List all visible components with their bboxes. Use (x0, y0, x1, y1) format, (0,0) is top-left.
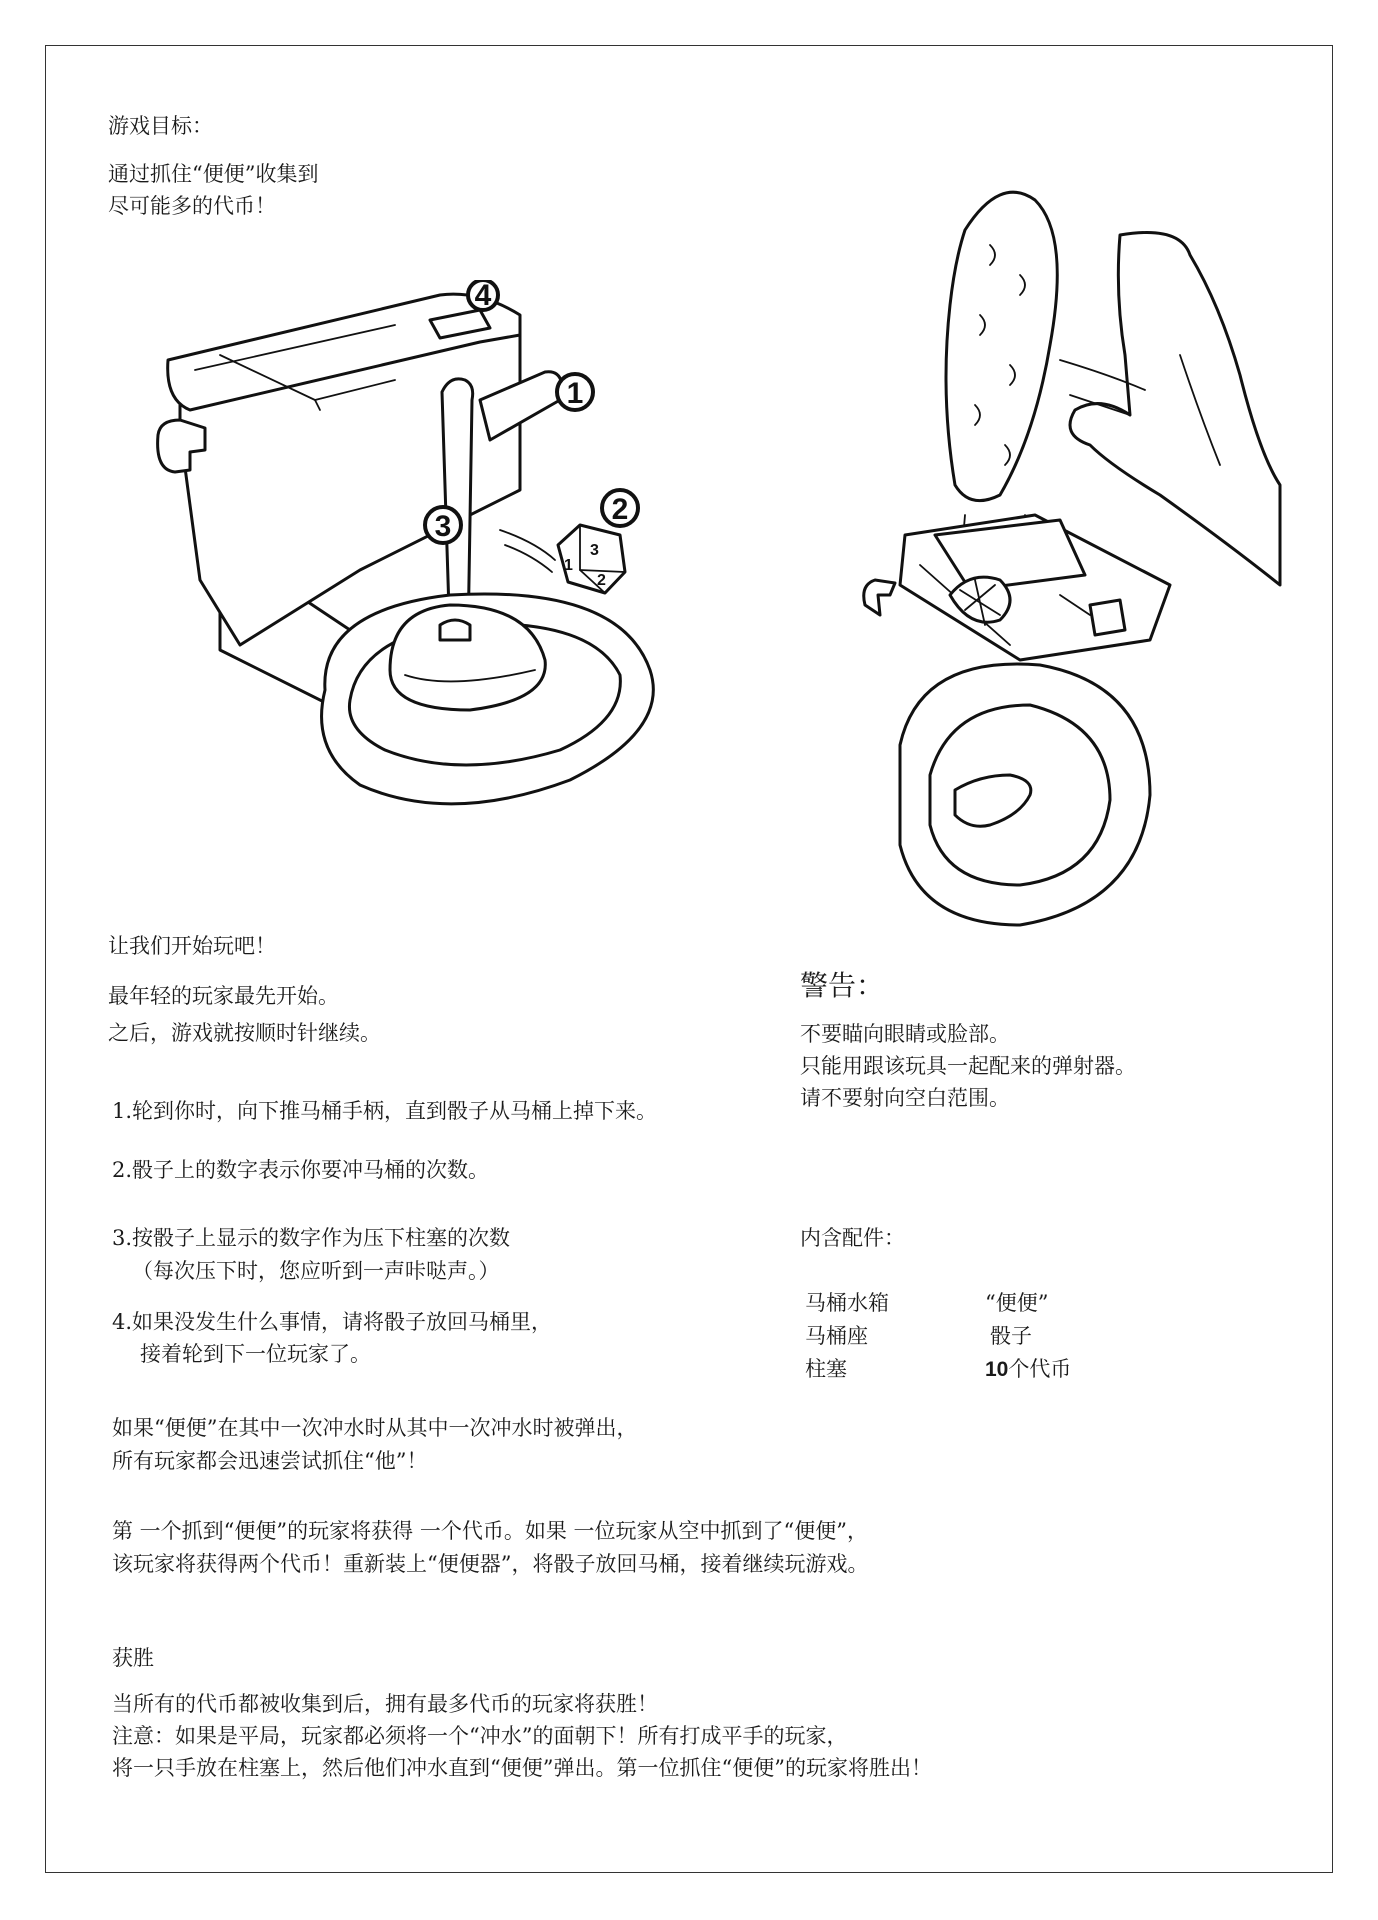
start-line-1: 最年轻的玩家最先开始。 (108, 984, 339, 1008)
warning-line-1: 不要瞄向眼睛或脸部。 (800, 1022, 1010, 1046)
objective-line-1: 通过抓住“便便”收集到 (108, 162, 319, 186)
step-1-number: 1. (112, 1099, 133, 1123)
die-face-right: 2 (597, 572, 606, 589)
win-line-3: 将一只手放在柱塞上，然后他们冲水直到“便便”弹出。第一位抓住“便便”的玩家将胜出！ (112, 1756, 932, 1780)
step-2-number: 2. (112, 1158, 133, 1182)
contents-item-tank: 马桶水箱 (805, 1291, 889, 1315)
callout-1 (557, 374, 593, 410)
callout-3 (425, 507, 461, 543)
step-2-text: 骰子上的数字表示你要冲马桶的次数。 (132, 1158, 490, 1182)
catch-line-1: 第 一个抓到“便便”的玩家将获得 一个代币。如果 一位玩家从空中抓到了“便便”， (112, 1519, 868, 1543)
step-4-text: 如果没发生什么事情，请将骰子放回马桶里， (132, 1310, 553, 1334)
objective-line-2: 尽可能多的代币！ (108, 194, 276, 218)
callout-2 (602, 490, 638, 526)
step-4 (112, 1306, 552, 1338)
objective-heading: 游戏目标： (108, 114, 213, 138)
eject-line-1: 如果“便便”在其中一次冲水时从其中一次冲水时被弹出， (112, 1416, 638, 1440)
win-line-1: 当所有的代币都被收集到后，拥有最多代币的玩家将获胜！ (112, 1692, 658, 1716)
step-2 (112, 1154, 489, 1186)
contents-item-poop: “便便” (985, 1291, 1049, 1315)
callout-4 (468, 280, 498, 312)
contents-item-tokens (985, 1353, 1071, 1386)
warning-heading: 警告： (800, 969, 885, 1002)
die-face-top: 3 (590, 542, 599, 559)
token-count: 10 (985, 1358, 1009, 1381)
contents-heading: 内含配件： (800, 1226, 905, 1250)
step-1 (112, 1095, 657, 1127)
win-line-2: 注意：如果是平局，玩家都必须将一个“冲水”的面朝下！所有打成平手的玩家， (112, 1724, 848, 1748)
step-3-text: 按骰子上显示的数字作为压下柱塞的次数 (132, 1226, 511, 1250)
contents-item-plunger: 柱塞 (805, 1357, 847, 1381)
step-3-number: 3. (112, 1226, 133, 1250)
contents-item-seat: 马桶座 (805, 1324, 868, 1348)
callout-2-label: 2 (611, 493, 629, 526)
callout-1-label: 1 (566, 377, 584, 410)
token-unit: 个代币 (1008, 1357, 1072, 1381)
warning-line-2: 只能用跟该玩具一起配来的弹射器。 (800, 1054, 1136, 1078)
warning-line-3: 请不要射向空白范围。 (800, 1086, 1010, 1110)
eject-line-2: 所有玩家都会迅速尝试抓住“他”！ (112, 1449, 428, 1473)
start-heading: 让我们开始玩吧！ (108, 934, 276, 958)
callout-4-label: 4 (474, 280, 492, 312)
die-face-left: 1 (564, 557, 573, 574)
step-4-number: 4. (112, 1310, 133, 1334)
callout-3-label: 3 (434, 510, 452, 543)
contents-item-die: 骰子 (990, 1324, 1032, 1348)
step-4-sub: 接着轮到下一位玩家了。 (140, 1342, 371, 1366)
start-line-2: 之后，游戏就按顺时针继续。 (108, 1021, 381, 1045)
win-heading: 获胜 (112, 1646, 154, 1670)
toilet-illustration (150, 280, 710, 870)
step-3 (112, 1222, 510, 1254)
catch-line-2: 该玩家将获得两个代币！重新装上“便便器”，将骰子放回马桶，接着继续玩游戏。 (112, 1552, 869, 1576)
step-1-text: 轮到你时，向下推马桶手柄，直到骰子从马桶上掉下来。 (132, 1099, 658, 1123)
step-3-sub: （每次压下时，您应听到一声咔哒声。） (132, 1259, 500, 1283)
hand-loading-illustration (860, 165, 1300, 940)
